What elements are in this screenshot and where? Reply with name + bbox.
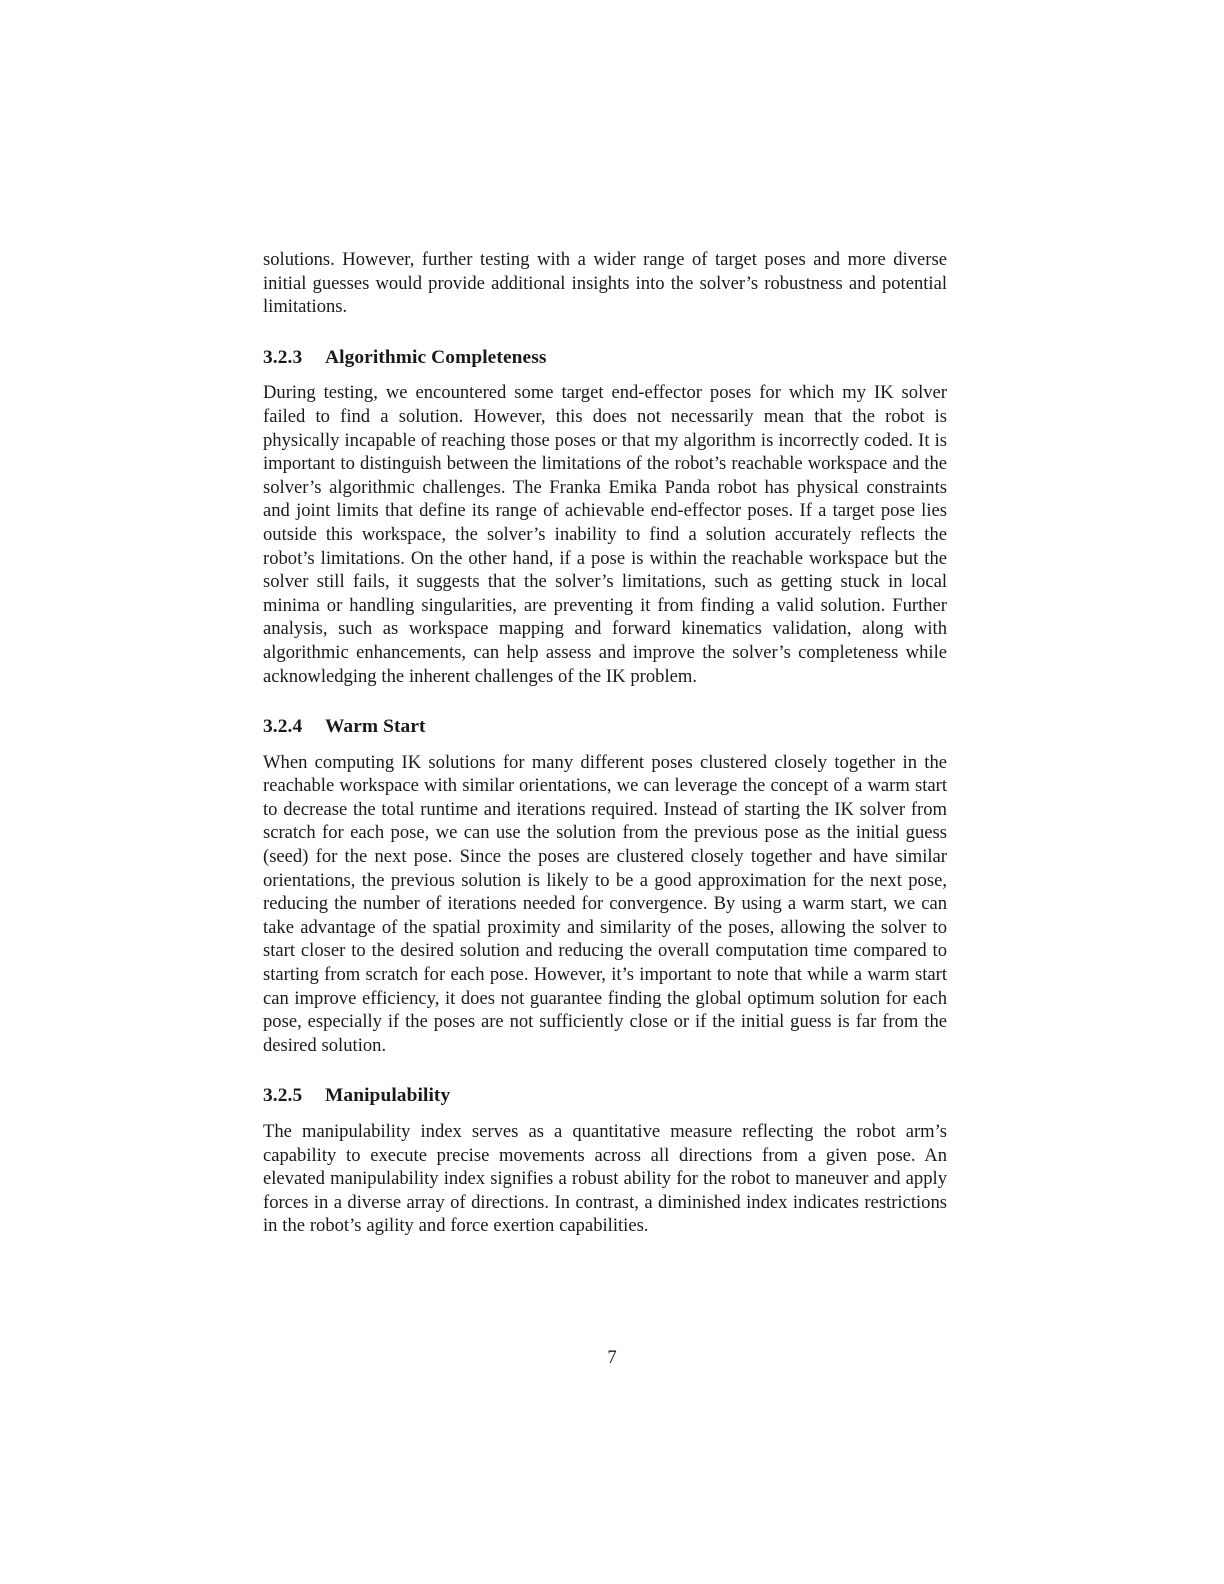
heading-manipulability bbox=[263, 1084, 947, 1108]
spacer bbox=[263, 369, 947, 381]
paragraph-warm-start: When computing IK solutions for many different poses clustered closely together in the reachable workspace with similar orientations, we can leverage the concept of a warm start to decrease the total runtime and iterations required. Instead of starting the IK solver from scratch for each pose, we can use the solution from the previous pose as the initial guess (seed) for the next pose. Since the poses are clustered closely together and have similar orientations, the previous solution is likely to be a good approximation for the next pose, reducing the number of iterations needed for convergence. By using a warm start, we can take advantage of the spatial proximity and similarity of the poses, allowing the solver to start closer to the desired solution and reducing the overall computation time compared to starting from scratch for each pose. However, it’s important to note that while a warm start can improve efficiency, it does not guarantee finding the global optimum solution for each pose, especially if the poses are not sufficiently close or if the initial guess is far from the desired solution. bbox=[263, 751, 947, 1056]
paragraph-manipulability: The manipulability index serves as a quantitative measure reflecting the robot arm’s capability to execute precise movements across all directions from a given pose. An elevated manipulability index signifies a robust ability for the robot to maneuver and apply forces in a diverse array of directions. In contrast, a diminished index indicates restrictions in the robot’s agility and force exertion capabilities. bbox=[263, 1121, 947, 1237]
heading-title: Manipulability bbox=[325, 1085, 451, 1107]
heading-algorithmic-completeness bbox=[263, 346, 947, 370]
heading-number: 3.2.4 bbox=[263, 716, 303, 738]
heading-title: Warm Start bbox=[325, 716, 426, 738]
heading-number: 3.2.3 bbox=[263, 346, 303, 368]
page-number: 7 bbox=[607, 1347, 617, 1368]
text-column bbox=[263, 248, 947, 1238]
heading-number: 3.2.5 bbox=[263, 1085, 303, 1107]
spacer bbox=[263, 739, 947, 751]
heading-title: Algorithmic Completeness bbox=[325, 346, 547, 368]
heading-warm-start bbox=[263, 715, 947, 739]
paragraph-continuation: solutions. However, further testing with a wider range of target poses and more diverse initial guesses would provide additional insights into the solver’s robustness and potential limitations. bbox=[263, 249, 947, 318]
spacer bbox=[263, 1108, 947, 1120]
paragraph-algorithmic-completeness: During testing, we encountered some target end-effector poses for which my IK solver failed to find a solution. However, this does not necessarily mean that the robot is physically incapable of reaching those poses or that my algorithm is incorrectly coded. It is important to distinguish between the limitations of the robot’s reachable workspace and the solver’s algorithmic challenges. The Franka Emika Panda robot has physical constraints and joint limits that define its range of achievable end-effector poses. If a target pose lies outside this workspace, the solver’s inability to find a solution accurately reflects the robot’s limitations. On the other hand, if a pose is within the reachable workspace but the solver still fails, it suggests that the solver’s limitations, such as getting stuck in local minima or handling singularities, are preventing it from finding a valid solution. Further analysis, such as workspace mapping and forward kinematics validation, along with algorithmic enhancements, can help assess and improve the solver’s completeness while acknowledging the inherent challenges of the IK problem. bbox=[263, 382, 947, 687]
spacer bbox=[263, 319, 947, 346]
spacer bbox=[263, 1057, 947, 1084]
spacer bbox=[263, 688, 947, 715]
